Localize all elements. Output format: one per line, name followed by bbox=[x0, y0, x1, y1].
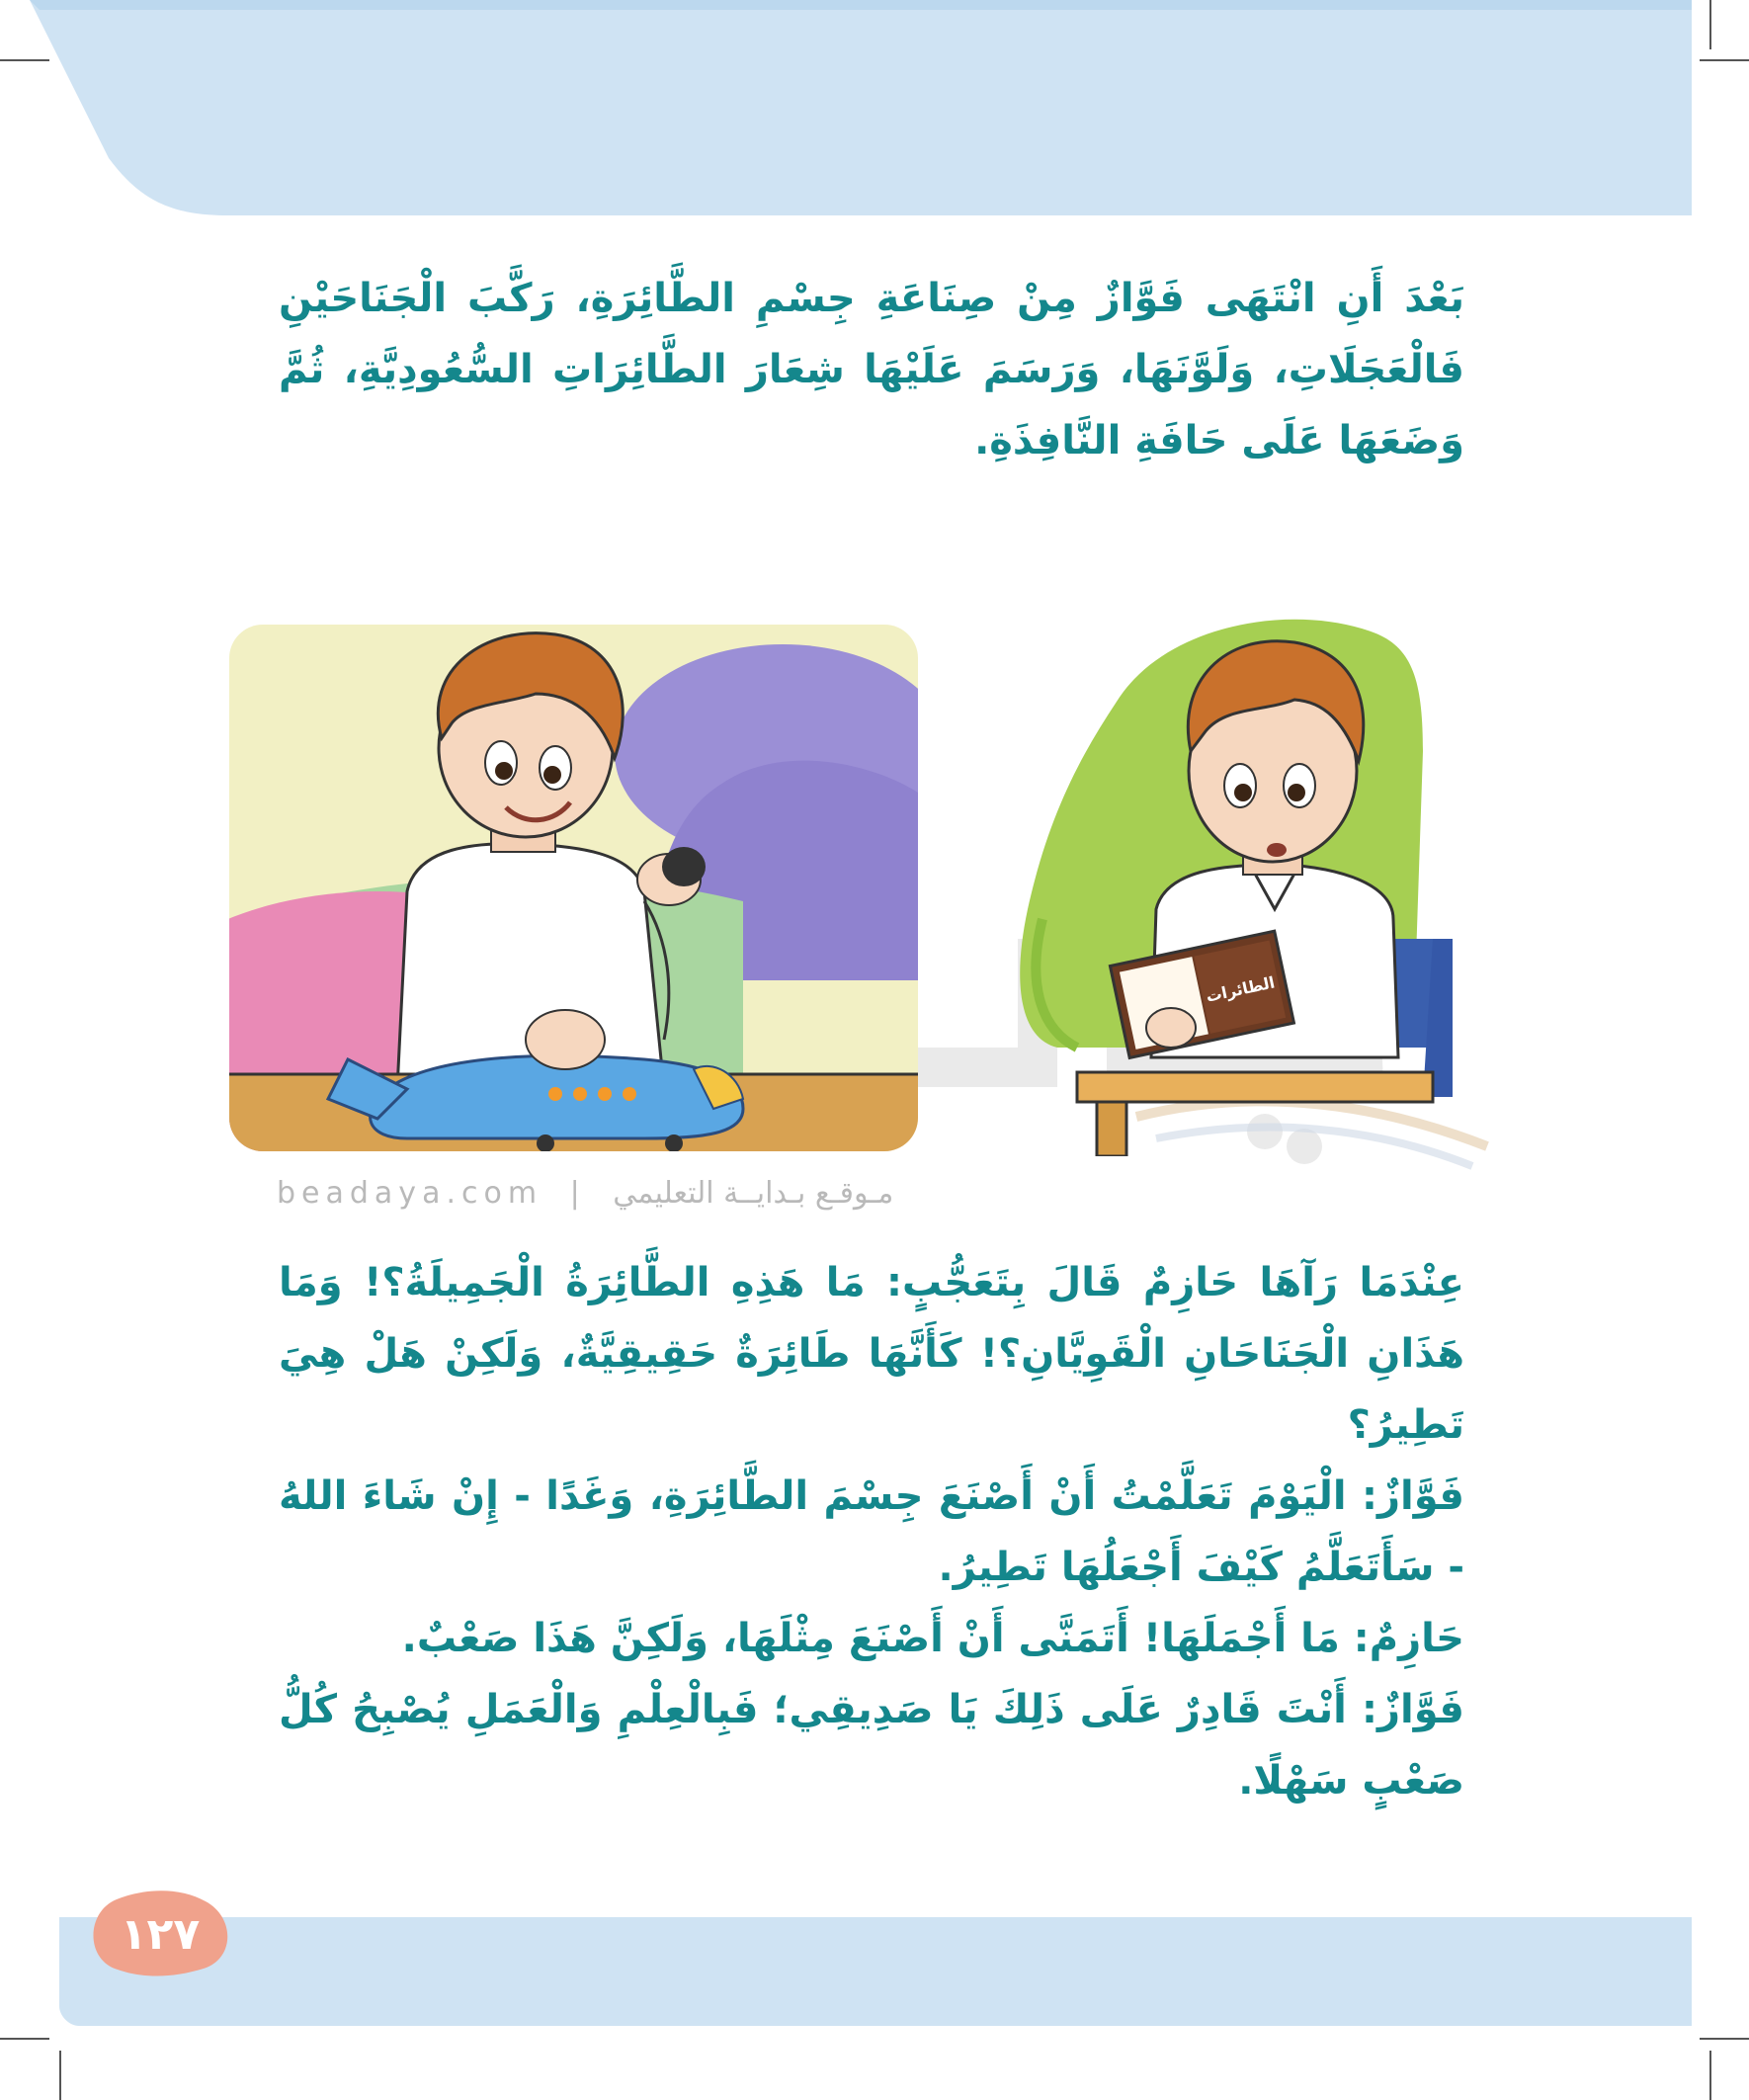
dialogue-line: فَوَّازٌ: أَنْتَ قَادِرٌ عَلَى ذَلِكَ يَا صَدِيقِي؛ فَبِالْعِلْمِ وَالْعَمَلِ يُصْبِحُ كُلُّ صَعْبٍ سَهْلًا. bbox=[279, 1687, 1464, 1804]
bottom-band bbox=[0, 1907, 1749, 2100]
dialogue-line: فَوَّازٌ: الْيَوْمَ تَعَلَّمْتُ أَنْ أَصْنَعَ جِسْمَ الطَّائِرَةِ، وَغَدًا - إِنْ شَاءَ اللهُ - سَأَتَعَلَّمُ كَيْفَ أَجْعَلُهَا تَطِيرُ. bbox=[279, 1473, 1464, 1590]
top-band bbox=[0, 0, 1749, 227]
page-number: ١٢٧ bbox=[120, 1909, 201, 1960]
watermark-site-url: beadaya.com bbox=[277, 1176, 543, 1211]
dialogue-line: حَازِمٌ: مَا أَجْمَلَهَا! أَتَمَنَّى أَنْ أَصْنَعَ مِثْلَهَا، وَلَكِنَّ هَذَا صَعْبٌ. bbox=[401, 1616, 1464, 1661]
book-cover-text: الطائرات bbox=[1204, 972, 1277, 1006]
illustration-boy-reading bbox=[998, 583, 1453, 1156]
dialogue-line: عِنْدَمَا رَآهَا حَازِمٌ قَالَ بِتَعَجُّبٍ: مَا هَذِهِ الطَّائِرَةُ الْجَمِيلَةُ؟! وَمَا هَذَانِ الْجَنَاحَانِ الْقَوِيَّانِ؟! كَأَنَّهَا طَائِرَةٌ حَقِيقِيَّةٌ، وَلَكِنْ هَلْ هِيَ تَطِيرُ؟ bbox=[279, 1260, 1464, 1448]
dialogue-section bbox=[279, 1247, 1464, 1816]
watermark-site bbox=[277, 1176, 1166, 1225]
story-paragraph: بَعْدَ أَنِ انْتَهَى فَوَّازٌ مِنْ صِنَاعَةِ جِسْمِ الطَّائِرَةِ، رَكَّبَ الْجَنَاحَيْنِ فَالْعَجَلَاتِ، وَلَوَّنَهَا، وَرَسَمَ عَلَيْهَا شِعَارَ الطَّائِرَاتِ السُّعُودِيَّةِ، ثُمَّ وَضَعَهَا عَلَى حَافَةِ النَّافِذَةِ. bbox=[279, 276, 1464, 463]
watermark-separator: | bbox=[569, 1176, 586, 1211]
watermark-tagline: مـوقـع بـدايــة التعليمي bbox=[613, 1176, 894, 1211]
illustration-boy-airplane bbox=[229, 625, 918, 1151]
